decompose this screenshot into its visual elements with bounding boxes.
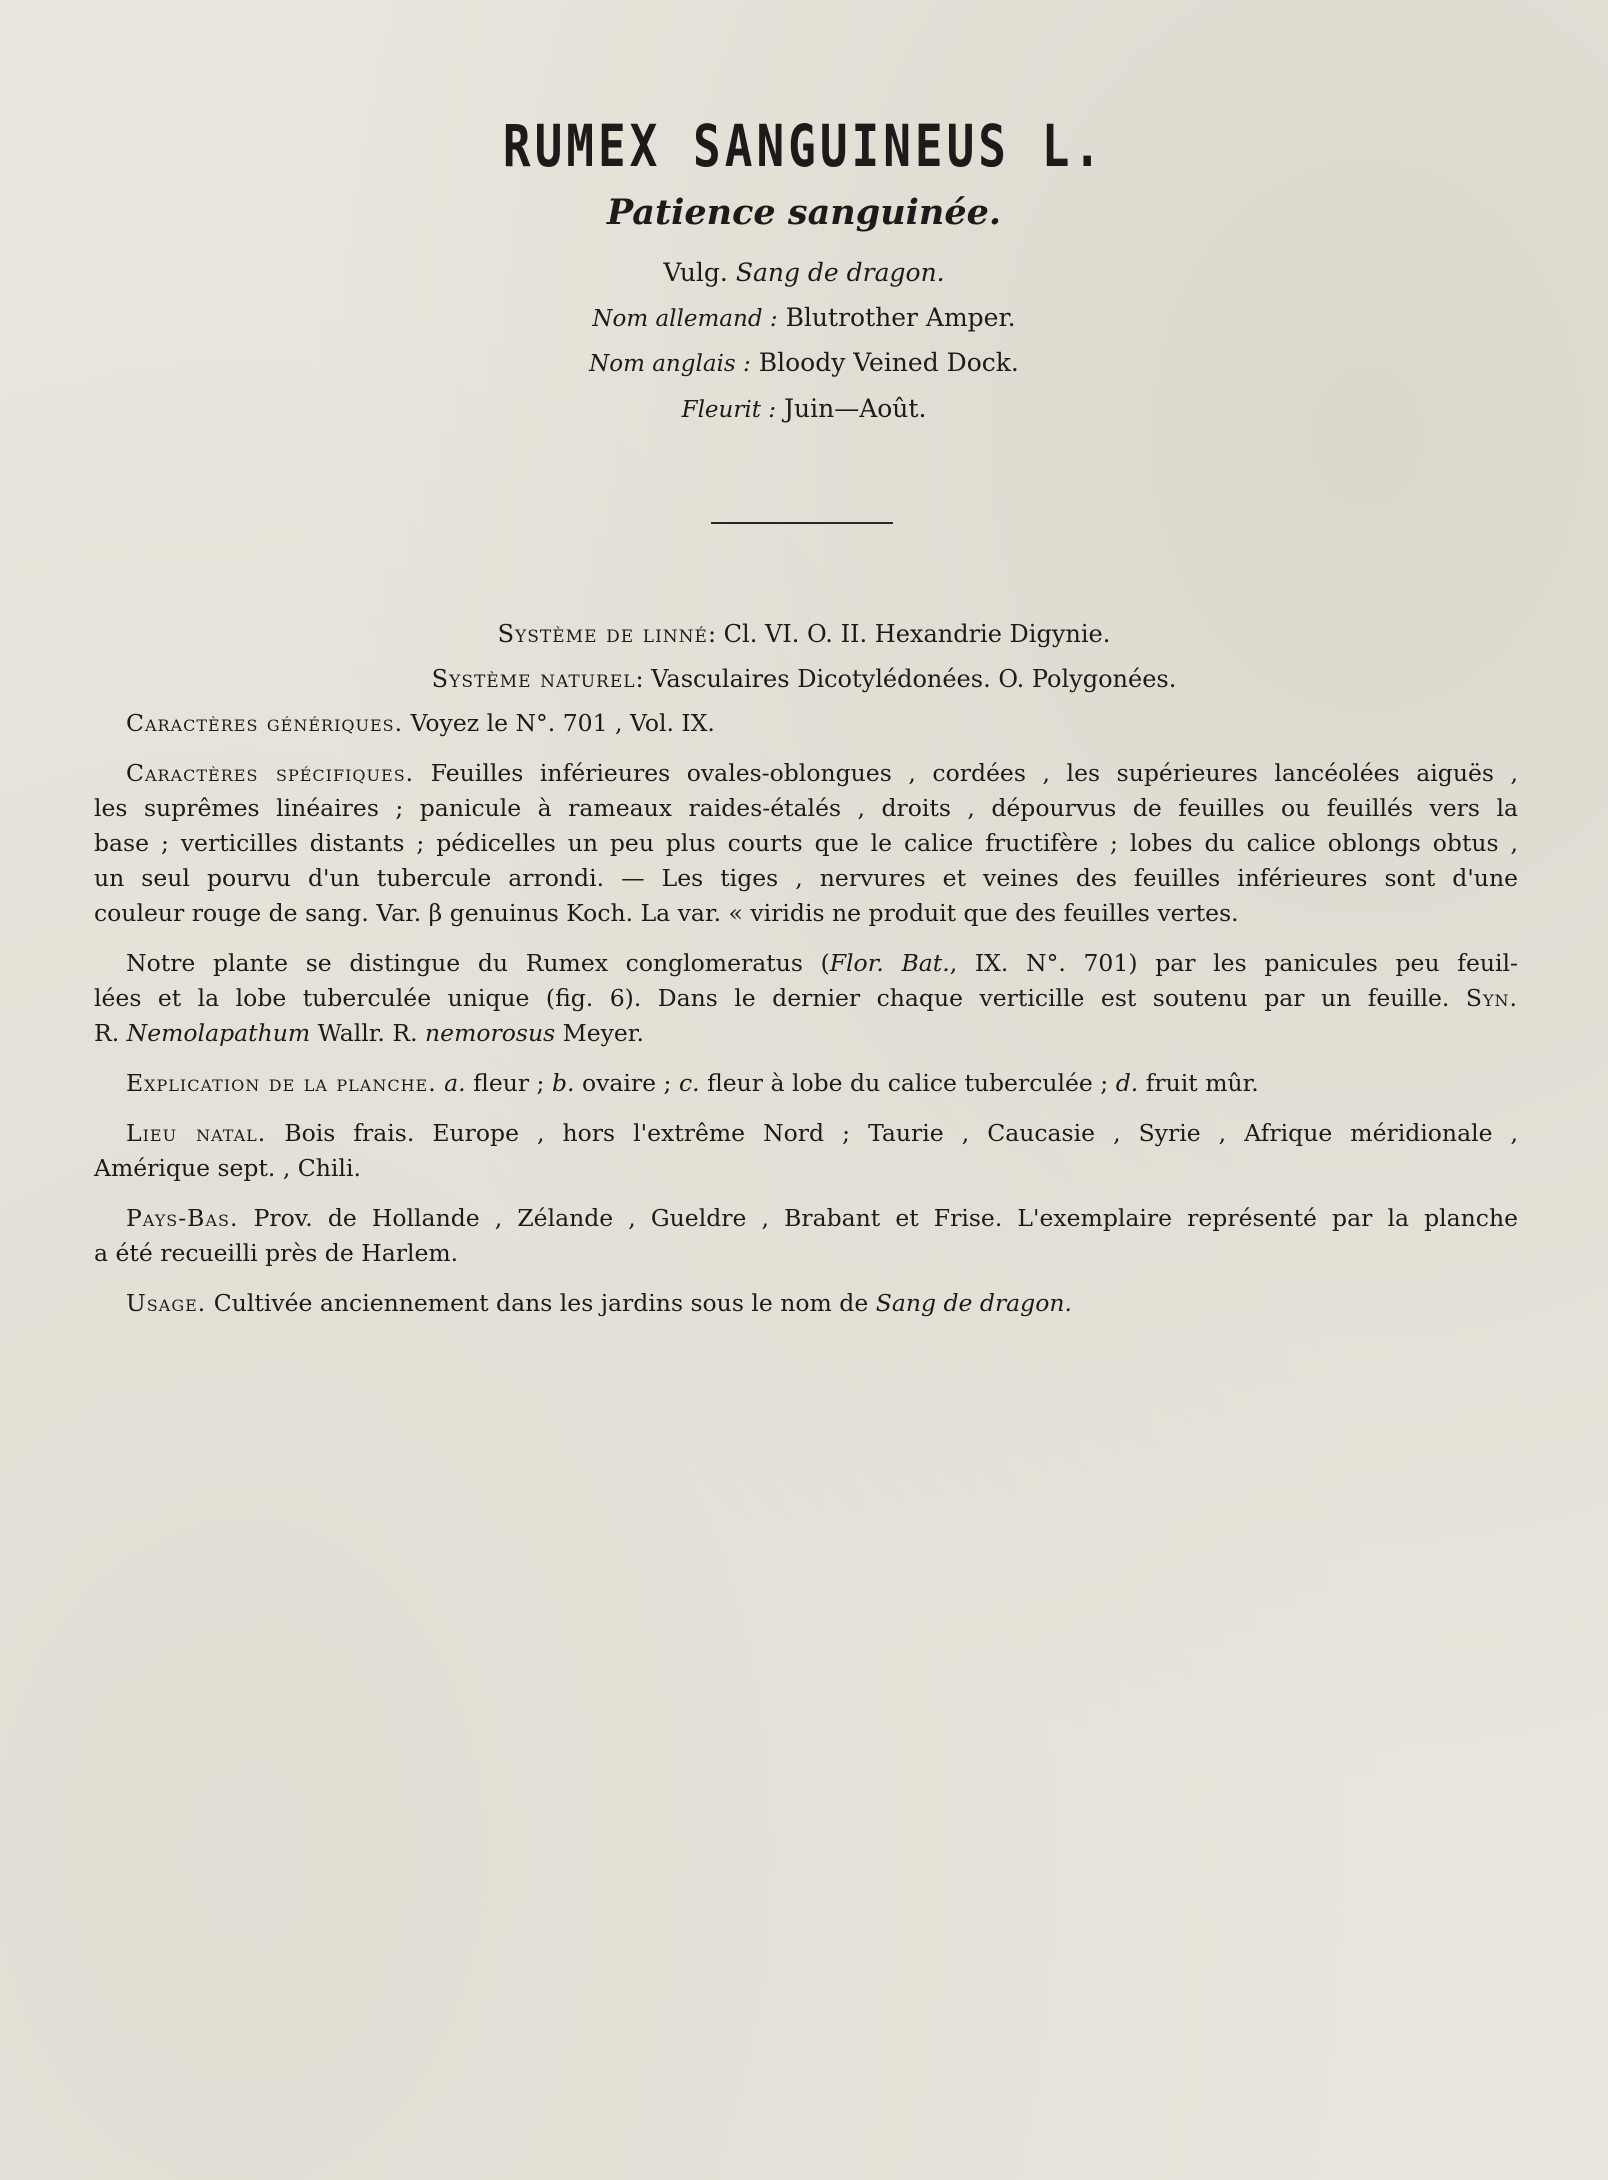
- specific-line-2: les suprêmes linéaires ; panicule à rameaux raides-étalés , droits , dépourvus de feuilles ou feuillés vers la: [94, 794, 1518, 822]
- synonym-r1: R.: [94, 1019, 120, 1047]
- vulgar-label: Vulg.: [663, 258, 728, 287]
- synonym-nemolapathum: Nemolapathum: [126, 1019, 311, 1047]
- plate-key-d: d.: [1115, 1069, 1139, 1097]
- english-name-line: [0, 348, 1608, 377]
- generic-characters: [94, 706, 1518, 741]
- comparison-text-1b: , IX. N°. 701) par les panicules peu feuil-: [949, 949, 1518, 977]
- flora-reference: Flor. Bat.: [829, 949, 950, 977]
- specific-line-4: un seul pourvu d'un tubercule arrondi. — Les tiges , nervures et veines des feuilles inférieures sont d'une: [94, 864, 1518, 892]
- netherlands-label: Pays-Bas.: [126, 1204, 239, 1232]
- generic-text: Voyez le N°. 701 , Vol. IX.: [410, 709, 715, 737]
- synonym-label: Syn.: [1465, 984, 1518, 1012]
- plate-explanation: [94, 1066, 1518, 1101]
- comparison-line-2: [94, 981, 1518, 1016]
- linnean-value: : Cl. VI. O. II. Hexandrie Digynie.: [707, 620, 1111, 648]
- english-value: Bloody Veined Dock.: [758, 348, 1019, 377]
- page-title: RUMEX SANGUINEUS L.: [502, 112, 1106, 180]
- netherlands-line-2: a été recueilli près de Harlem.: [94, 1239, 459, 1267]
- native-text-1: Bois frais. Europe , hors l'extrême Nord ; Taurie , Caucasie , Syrie , Afrique méridionale ,: [284, 1119, 1519, 1147]
- usage-name: Sang de dragon.: [875, 1289, 1072, 1317]
- specific-characters: [94, 756, 1518, 931]
- german-value: Blutrother Amper.: [785, 303, 1016, 332]
- plate-text-c: fleur à lobe du calice tuberculée ;: [707, 1069, 1109, 1097]
- specific-line-1: [94, 756, 1518, 791]
- native-range: [94, 1116, 1518, 1186]
- usage-label: Usage.: [126, 1289, 207, 1317]
- comparison-line-1: [94, 946, 1518, 981]
- description-body: [94, 706, 1518, 1336]
- linnean-label: Système de linné: [497, 620, 708, 648]
- plate-text-d: fruit mûr.: [1145, 1069, 1259, 1097]
- usage-text: Cultivée anciennement dans les jardins sous le nom de: [213, 1289, 869, 1317]
- native-label: Lieu natal.: [126, 1119, 267, 1147]
- flowering-value: Juin—Août.: [783, 394, 927, 423]
- native-line-2: Amérique sept. , Chili.: [94, 1154, 361, 1182]
- vulgar-value: Sang de dragon.: [735, 258, 945, 287]
- divider-rule: [711, 522, 893, 524]
- synonym-author-2: Meyer.: [562, 1019, 644, 1047]
- specific-label: Caractères spécifiques.: [126, 759, 415, 787]
- linnean-system-line: [0, 620, 1608, 648]
- german-name-line: [0, 303, 1608, 332]
- netherlands-text-1: Prov. de Hollande , Zélande , Gueldre , Brabant et Frise. L'exemplaire représenté par la planche: [253, 1204, 1518, 1232]
- plate-text-b: ovaire ;: [581, 1069, 672, 1097]
- native-line-1: [94, 1116, 1518, 1151]
- netherlands-range: [94, 1201, 1518, 1271]
- plate-key-a: a.: [444, 1069, 466, 1097]
- natural-value: : Vasculaires Dicotylédonées. O. Polygonées.: [635, 665, 1177, 693]
- comparison-paragraph: [94, 946, 1518, 1051]
- usage-paragraph: [94, 1286, 1518, 1321]
- specific-line-5: couleur rouge de sang. Var. β genuinus Koch. La var. « viridis ne produit que des feuilles vertes.: [94, 899, 1239, 927]
- comparison-line-3: [94, 1016, 1518, 1051]
- specific-line-3: base ; verticilles distants ; pédicelles un peu plus courts que le calice fructifère ; lobes du calice oblongs obtus ,: [94, 829, 1518, 857]
- synonym-nemorosus: nemorosus: [425, 1019, 556, 1047]
- plate-text-a: fleur ;: [473, 1069, 545, 1097]
- french-name: Patience sanguinée.: [606, 192, 1002, 233]
- natural-system-line: [0, 665, 1608, 693]
- english-label: Nom anglais :: [589, 351, 751, 377]
- generic-label: Caractères génériques.: [126, 709, 404, 737]
- plate-key-b: b.: [551, 1069, 575, 1097]
- flowering-line: [0, 394, 1608, 423]
- german-label: Nom allemand :: [592, 306, 778, 332]
- plate-key-c: c.: [678, 1069, 700, 1097]
- comparison-text-1a: Notre plante se distingue du Rumex conglomeratus (: [126, 949, 830, 977]
- plate-label: Explication de la planche.: [126, 1069, 437, 1097]
- natural-label: Système naturel: [431, 665, 636, 693]
- comparison-text-2: lées et la lobe tuberculée unique (fig. 6). Dans le dernier chaque verticille est soutenu par un feuille.: [94, 984, 1450, 1012]
- specific-text-1: Feuilles inférieures ovales-oblongues , cordées , les supérieures lancéolées aiguës ,: [430, 759, 1518, 787]
- vulgar-name-line: [0, 258, 1608, 287]
- netherlands-line-1: [94, 1201, 1518, 1236]
- flowering-label: Fleurit :: [681, 397, 777, 423]
- synonym-author-1: Wallr. R.: [317, 1019, 418, 1047]
